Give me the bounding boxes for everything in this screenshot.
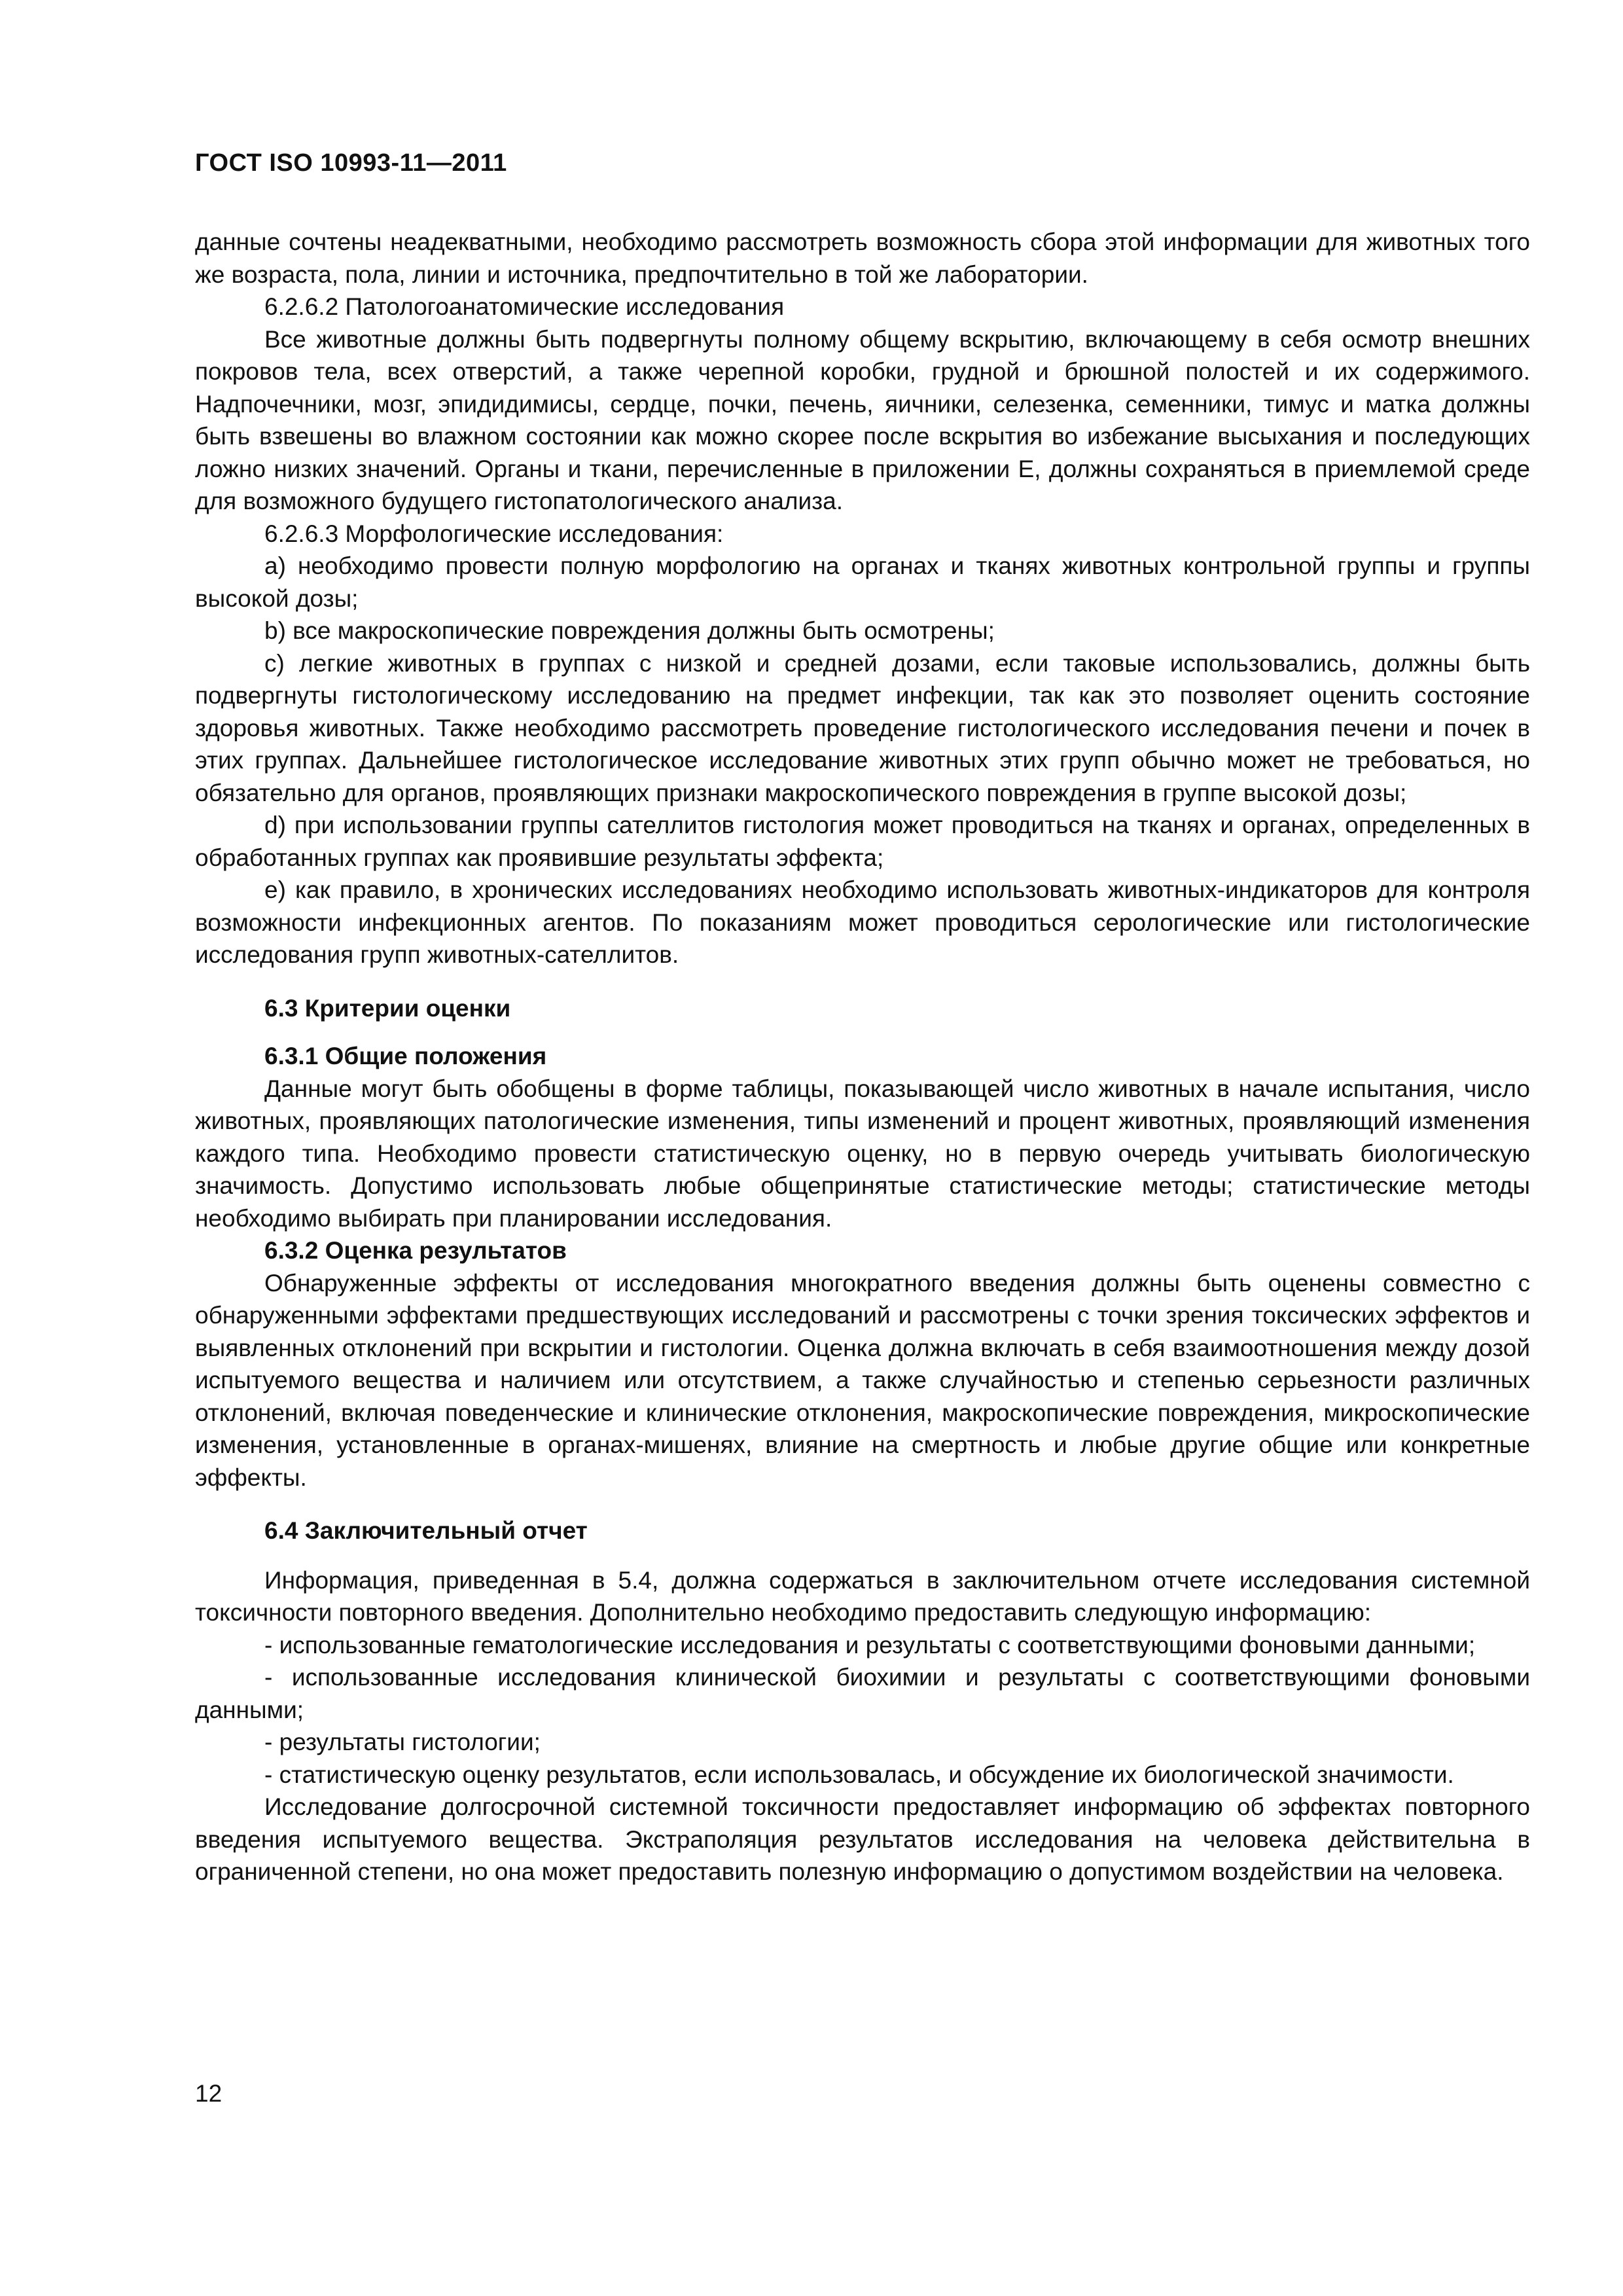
paragraph-continuation: данные сочтены неадекватными, необходимо рассмотреть возможность сбора этой информации для животных того же возраста, пола, линии и источника, предпочтительно в той же лаборатории. — [195, 228, 1530, 288]
paragraph-evaluation-of-results: Обнаруженные эффекты от исследования многократного введения должны быть оценены совместно с обнаруженными эффектами предшествующих исследований и рассмотрены с точки зрения токсических эффектов и выявленных отклонений при вскрытии и гистологии. Оценка должна включать в себя взаимоотношения между дозой испытуемого вещества и наличием или отсутствием, а также случайностью и степенью серьезности различных отклонений, включая поведенческие и клинические отклонения, макроскопические повреждения, микроскопические изменения, установленные в органах-мишенях, влияние на смертность и любые другие общие или конкретные эффекты. — [195, 1269, 1530, 1491]
section-heading-6-4: 6.4 Заключительный отчет — [264, 1517, 588, 1544]
clause-6-2-6-2-title: 6.2.6.2 Патологоанатомические исследования — [264, 293, 785, 320]
document-body — [195, 226, 1530, 1888]
report-list-item: - использованные исследования клинической биохимии и результаты с соответствующими фоновыми данными; — [195, 1664, 1530, 1723]
paragraph-report-intro: Информация, приведенная в 5.4, должна содержаться в заключительном отчете исследования системной токсичности повторного введения. Дополнительно необходимо предоставить следующую информацию: — [195, 1566, 1530, 1626]
list-item-b: b) все макроскопические повреждения должны быть осмотрены; — [264, 617, 995, 644]
document-header: ГОСТ ISO 10993-11—2011 — [195, 149, 507, 177]
paragraph-general-provisions: Данные могут быть обобщены в форме таблицы, показывающей число животных в начале испытания, число животных, проявляющих патологические изменения, типы изменений и процент животных, проявляющий изменения каждого типа. Необходимо провести статистическую оценку, но в первую очередь учитывать биологическую значимость. Допустимо использовать любые общепринятые статистические методы; статистические методы необходимо выбирать при планировании исследования. — [195, 1075, 1530, 1232]
paragraph-necropsy: Все животные должны быть подвергнуты полному общему вскрытию, включающему в себя осмотр внешних покровов тела, всех отверстий, а также черепной коробки, грудной и брюшной полостей и их содержимого. Надпочечники, мозг, эпидидимисы, сердце, почки, печень, яичники, селезенка, семенники, тимус и матка должны быть взвешены во влажном состоянии как можно скорее после вскрытия во избежание высыхания и последующих ложно низких значений. Органы и ткани, перечисленные в приложении Е, должны сохраняться в приемлемой среде для возможного будущего гистопатологического анализа. — [195, 325, 1530, 514]
section-heading-6-3: 6.3 Критерии оценки — [264, 994, 511, 1022]
page-number: 12 — [195, 2080, 223, 2107]
report-list-item: - использованные гематологические исследования и результаты с соответствующими фоновыми данными; — [264, 1631, 1476, 1659]
clause-6-2-6-3-title: 6.2.6.3 Морфологические исследования: — [264, 520, 724, 547]
paragraph-report-closing: Исследование долгосрочной системной токсичности предоставляет информацию об эффектах повторного введения испытуемого вещества. Экстраполяция результатов исследования на человека действительна в ограниченной степени, но она может предоставить полезную информацию о допустимом воздействии на человека. — [195, 1793, 1530, 1885]
subsection-heading-6-3-1: 6.3.1 Общие положения — [264, 1043, 547, 1069]
list-item-c: с) легкие животных в группах с низкой и средней дозами, если таковые использовались, должны быть подвергнуты гистологическому исследованию на предмет инфекции, так как это позволяет оценить состояние здоровья животных. Также необходимо рассмотреть проведение гистологического исследования печени и почек в этих группах. Дальнейшее гистологическое исследование животных этих групп обычно может не требоваться, но обязательно для органов, проявляющих признаки макроскопического повреждения в группе высокой дозы; — [195, 649, 1530, 806]
list-item-e: е) как правило, в хронических исследованиях необходимо использовать животных-индикаторов для контроля возможности инфекционных агентов. По показаниям может проводиться серологические или гистологические исследования групп животных-сателлитов. — [195, 876, 1530, 968]
list-item-d: d) при использовании группы сателлитов гистология может проводиться на тканях и органах, определенных в обработанных группах как проявившие результаты эффекта; — [195, 812, 1530, 871]
list-item-a: а) необходимо провести полную морфологию на органах и тканях животных контрольной группы и группы высокой дозы; — [195, 552, 1530, 612]
report-list-item: - статистическую оценку результатов, если использовалась, и обсуждение их биологической значимости. — [264, 1761, 1454, 1788]
report-list-item: - результаты гистологии; — [264, 1729, 541, 1755]
subsection-heading-6-3-2: 6.3.2 Оценка результатов — [264, 1237, 567, 1264]
